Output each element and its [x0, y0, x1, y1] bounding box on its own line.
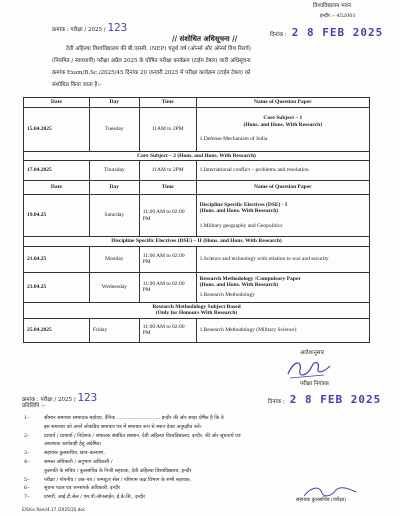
list-item: आवश्यक कार्यवाही हेतु अग्रेषित। — [44, 441, 102, 448]
list-item: 3– सहायक कुलसचिव, छात्र–कल्याण, — [24, 450, 105, 457]
table-header-row — [24, 181, 370, 195]
table-row — [24, 318, 370, 342]
list-item: 6– सूचना पटल एवं जनसंपर्क अधिकारी, इन्दौर — [24, 485, 120, 492]
row-date: 21.04.25 — [24, 246, 90, 272]
row-date: 17.04.2025 — [24, 161, 90, 181]
row-day: Friday — [89, 318, 139, 342]
list-item: 2– प्राचार्य / प्राचार्या / निदेशक / संचालक संबंधित संस्थान, देवी अहिल्या विश्वविद्यालय, इन्दौर, की ओर सूचनार्थ एवं — [24, 432, 241, 439]
footer-reference-prefix: क्रमांक : परीक्षा / 2025 / — [22, 397, 76, 403]
header-date: Date — [24, 98, 90, 108]
paper-name: 1.Science and technology with relation to war and security — [196, 246, 369, 272]
row-day: Wednesday — [89, 272, 139, 302]
intro-line-2: (नियमित / स्वाध्यायी) परीक्षा अप्रैल 2025 के घोषित परीक्षा कार्यक्रम (टाईम टेबल) जारी अधिसूचना — [52, 58, 251, 64]
order-line: आदेशानुसार — [300, 350, 325, 356]
reference-prefix: क्रमांक : परीक्षा / 2025 / — [52, 27, 106, 33]
paper-heading: Research Methodology /Compulsory Paper — [199, 275, 301, 282]
table-row — [24, 161, 370, 181]
intro-line-4: संशोधित किया जाता है:– — [52, 82, 102, 88]
assistant-registrar-designation: सहायक कुलसचिव (परीक्षा) — [296, 497, 347, 503]
table-section-row — [24, 302, 370, 318]
paper-name: 1.Research Methodology (Military Science) — [196, 318, 369, 342]
copy-label: प्रतिलिपि :– — [22, 403, 46, 409]
header-day: Day — [89, 181, 139, 195]
reference-number — [52, 22, 127, 34]
table-row — [24, 195, 370, 237]
paper-subheading: (Hons. and Hons. With Research) — [199, 282, 279, 289]
table-row — [24, 272, 370, 302]
row-time: 11AM to 2PM — [139, 161, 196, 181]
paper-subheading: (Hons. and Hons. With Research) — [243, 121, 323, 128]
paper-heading: Discipline Specific Electives (DSE) - I — [199, 201, 288, 208]
header-day: Day — [89, 98, 139, 108]
row-time: 11:00 AM to 02:00 PM — [139, 246, 196, 272]
header-paper: Name of Question Paper — [196, 98, 369, 108]
list-item: 7– प्रभारी, आई.टी.सेल / एम.पी.ऑनलाईन, ई.के.सि., इन्दौर — [24, 494, 146, 501]
intro-line-3: क्रमांक Exam/B.Sc./2025/45 दिनांक 20 जनवरी 2025 में परीक्षा कार्यक्रम (टाईम टेबल) को — [52, 70, 251, 76]
row-time: 11:00 AM to 02:00 PM — [139, 272, 196, 302]
section-heading-line-1: Research Methodology Subject Based — [152, 303, 241, 310]
table-row — [24, 107, 370, 151]
date-stamp: 2 8 FEB 2025 — [291, 26, 384, 39]
row-day: Saturday — [89, 195, 139, 237]
row-date: 15.04.2025 — [24, 107, 90, 151]
section-heading-line-2: (Only for Honours With Research) — [155, 310, 238, 317]
list-item: कुलपति के सचिव / कुलसचिव के निजी सहायक, देवी अहिल्या विश्वविद्यालय, इन्दौर — [44, 467, 192, 474]
table-row — [24, 246, 370, 272]
footer-date-stamp: 2 8 FEB 2025 — [289, 393, 382, 406]
controller-signature-icon — [284, 356, 334, 382]
office-line-1: विश्वविद्यालय भवन — [313, 3, 351, 9]
list-item: 1– श्रीमान समाचार सम्पादक महोदय, दैनिक ............................ इन्दौर की ओर सादर प्रेषित है कि वे — [24, 415, 224, 421]
exam-schedule-table — [23, 97, 370, 343]
row-paper-cell — [196, 107, 369, 151]
footer-reference-number: 123 — [77, 391, 98, 404]
date-line — [270, 23, 383, 39]
list-item: 5– परीक्षा / गोपनीय / प्रश्न–पत्र / कम्प्यूटर सेल / परिणाम कक्ष विभाग के सभी सहायक, — [24, 476, 192, 483]
section-heading: Discipline Specific Electives (DSE) – II (Hons. and Hons. With Research) — [24, 237, 370, 247]
row-day: Tuesday — [89, 107, 139, 151]
header-time: Time — [139, 98, 196, 108]
table-header-row — [24, 98, 370, 108]
section-heading — [24, 302, 370, 318]
row-paper-cell — [196, 272, 369, 302]
footer-reference — [22, 392, 97, 404]
file-reference: E/Shiv Rani/4.17 /2025/25.doc — [22, 507, 86, 512]
date-prefix: दिनांक : — [270, 32, 287, 38]
table-section-row — [24, 151, 370, 161]
office-line-2: इन्दौर :- 452001 — [320, 13, 356, 19]
footer-date-prefix: दिनांक : — [268, 399, 285, 405]
paper-name: 1.Defense Mechanism of India — [199, 136, 268, 143]
notification-title: // संशोधित अधिसूचना // — [172, 34, 238, 43]
row-paper-cell — [196, 195, 369, 237]
table-section-row — [24, 237, 370, 247]
reference-number-value: 123 — [107, 21, 128, 34]
list-item: इस समाचार को अपने लोकप्रिय समाचार पत्र में समाचार रूप से स्थान देकर अनुग्रहीत करें। — [44, 423, 202, 430]
paper-name: 1.International conflict – problems and resolution — [196, 161, 369, 181]
paper-name: 1.Military geography and Geopolitics — [199, 222, 283, 229]
row-date: 25.04.2025 — [24, 318, 90, 342]
paper-subheading: (Hons. and Hons. With Research) — [199, 208, 279, 215]
header-date: Date — [24, 181, 90, 195]
paper-heading: Core Subject – 1 — [263, 115, 303, 122]
list-item: 4– समस्त अधिकारी / अनुभाग अधिकारी / — [24, 458, 113, 465]
controller-designation: परीक्षा नियंत्रक — [300, 381, 329, 387]
row-date: 19.04.25 — [24, 195, 90, 237]
row-time: 11AM to 2PM — [139, 107, 196, 151]
header-time: Time — [139, 181, 196, 195]
section-heading: Core Subject – 2 (Hons. and Hons. With Research) — [24, 151, 370, 161]
paper-name: 1.Research Methodology — [199, 292, 255, 299]
intro-line-1: देवी अहिल्या विश्वविद्यालय की बी.एससी. (NEP) चतुर्थ वर्ष (ऑनर्स और ऑनर्स विथ रिसर्च) — [66, 46, 251, 52]
footer-date-line — [268, 390, 381, 406]
row-date: 23.04.25 — [24, 272, 90, 302]
row-day: Thursday — [89, 161, 139, 181]
header-paper: Name of Question Paper — [196, 181, 369, 195]
row-time: 11:00 AM to 02:00 PM — [139, 318, 196, 342]
row-day: Monday — [89, 246, 139, 272]
row-time: 11:00 AM to 02:00 PM — [139, 195, 196, 237]
